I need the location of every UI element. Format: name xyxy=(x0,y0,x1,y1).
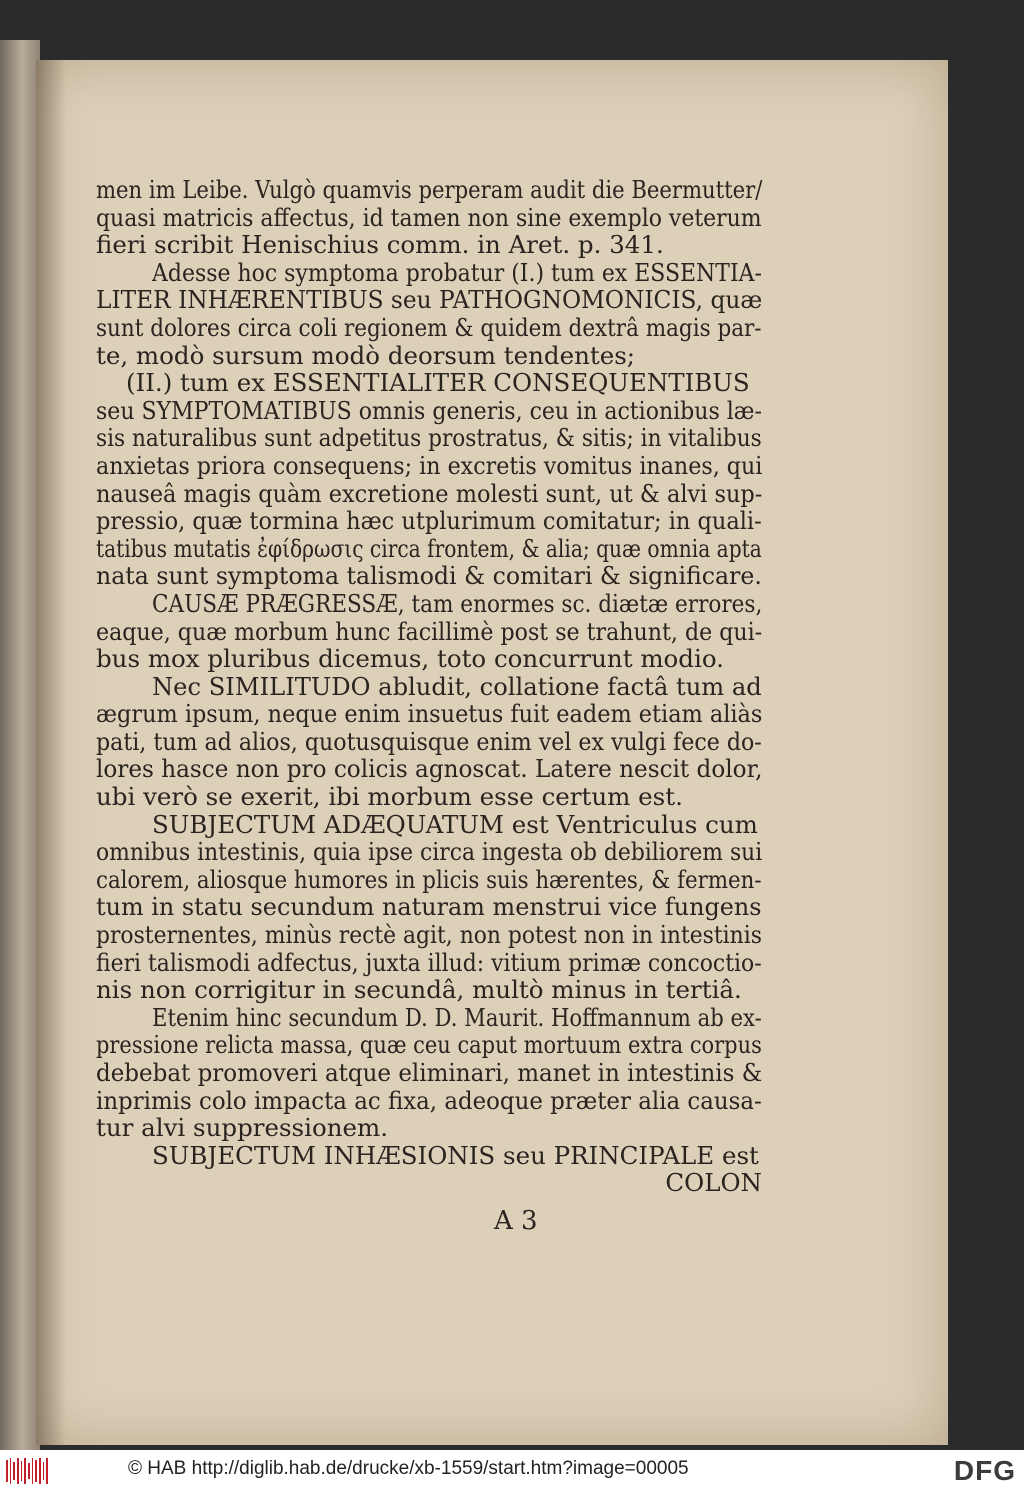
text-line: sunt dolores circa coli regionem & quidem dextrâ magis par- xyxy=(96,312,762,342)
text-line: eaque, quæ morbum hunc facillimè post se trahunt, de qui- xyxy=(96,616,763,646)
text-line: quasi matricis affectus, id tamen non sine exemplo veterum xyxy=(96,202,762,232)
page-text xyxy=(96,176,762,1197)
text-line: debebat promoveri atque eliminari, manet in intestinis & xyxy=(96,1058,763,1087)
text-line: sis naturalibus sunt adpetitus prostratus, & sitis; in vitalibus xyxy=(96,423,762,453)
text-line: tatibus mutatis ἐφίδρωσις circa frontem, & alia; quæ omnia apta xyxy=(96,533,762,563)
page-gutter-shadow xyxy=(36,60,66,1445)
text-line: (II.) tum ex ESSENTIALITER CONSEQUENTIBUS xyxy=(126,368,750,398)
text-line: seu SYMPTOMATIBUS omnis generis, ceu in actionibus læ- xyxy=(96,395,762,425)
text-line: ægrum ipsum, neque enim insuetus fuit eadem etiam aliàs xyxy=(96,699,763,729)
text-line: bus mox pluribus dicemus, toto concurrunt modio. xyxy=(96,644,724,674)
previous-page-edge xyxy=(0,40,40,1450)
text-line: Etenim hinc secundum D. D. Maurit. Hoffmannum ab ex- xyxy=(152,1002,762,1032)
text-line: pressione relicta massa, quæ ceu caput mortuum extra corpus xyxy=(96,1030,762,1060)
text-line: tur alvi suppressionem. xyxy=(96,1113,388,1143)
text-line: Nec SIMILITUDO abludit, collatione factâ tum ad xyxy=(152,671,762,701)
text-line: pressio, quæ tormina hæc utplurimum comitatur; in quali- xyxy=(96,506,762,536)
text-line: nis non corrigitur in secundâ, multò minus in tertiâ. xyxy=(96,975,742,1005)
hab-logo-icon xyxy=(6,1458,48,1484)
text-line: inprimis colo impacta ac fixa, adeoque præter alia causa- xyxy=(96,1085,762,1115)
catchword: COLON xyxy=(665,1168,762,1198)
text-line: LITER INHÆRENTIBUS seu PATHOGNOMONICIS, quæ xyxy=(96,285,763,315)
text-line: men im Leibe. Vulgò quamvis perperam audit die Beermutter/ xyxy=(96,175,763,204)
text-line: anxietas priora consequens; in excretis vomitus inanes, qui xyxy=(96,450,763,480)
signature-mark: A 3 xyxy=(494,1206,538,1236)
text-line: prosternentes, minùs rectè agit, non potest non in intestinis xyxy=(96,920,762,950)
text-line: pati, tum ad alios, quotusquisque enim vel ex vulgi fece do- xyxy=(96,726,762,756)
footer-bar xyxy=(0,1450,1024,1490)
text-line: tum in statu secundum naturam menstrui vice fungens xyxy=(96,892,762,922)
text-line: fieri talismodi adfectus, juxta illud: vitium primæ concoctio- xyxy=(96,947,762,977)
text-line: Adesse hoc symptoma probatur (I.) tum ex ESSENTIA- xyxy=(152,257,762,287)
text-line: nauseâ magis quàm excretione molesti sunt, ut & alvi sup- xyxy=(96,478,763,508)
text-line: calorem, aliosque humores in plicis suis hærentes, & fermen- xyxy=(96,864,762,894)
text-line: lores hasce non pro colicis agnoscat. Latere nescit dolor, xyxy=(96,754,763,784)
dfg-logo: DFG xyxy=(953,1455,1016,1486)
text-line: SUBJECTUM INHÆSIONIS seu PRINCIPALE est xyxy=(152,1140,759,1170)
text-line: CAUSÆ PRÆGRESSÆ, tam enormes sc. diætæ errores, xyxy=(152,588,763,618)
text-line: ubi verò se exerit, ibi morbum esse certum est. xyxy=(96,782,683,812)
text-line: SUBJECTUM ADÆQUATUM est Ventriculus cum xyxy=(152,809,758,839)
text-line: te, modò sursum modò deorsum tendentes; xyxy=(96,340,636,370)
text-line: nata sunt symptoma talismodi & comitari & significare. xyxy=(96,561,762,591)
copyright-link[interactable]: © HAB http://diglib.hab.de/drucke/xb-1559/start.htm?image=00005 xyxy=(128,1458,689,1479)
text-line: omnibus intestinis, quia ipse circa ingesta ob debiliorem sui xyxy=(96,837,763,867)
text-line: fieri scribit Henischius comm. in Aret. p. 341. xyxy=(96,230,664,260)
